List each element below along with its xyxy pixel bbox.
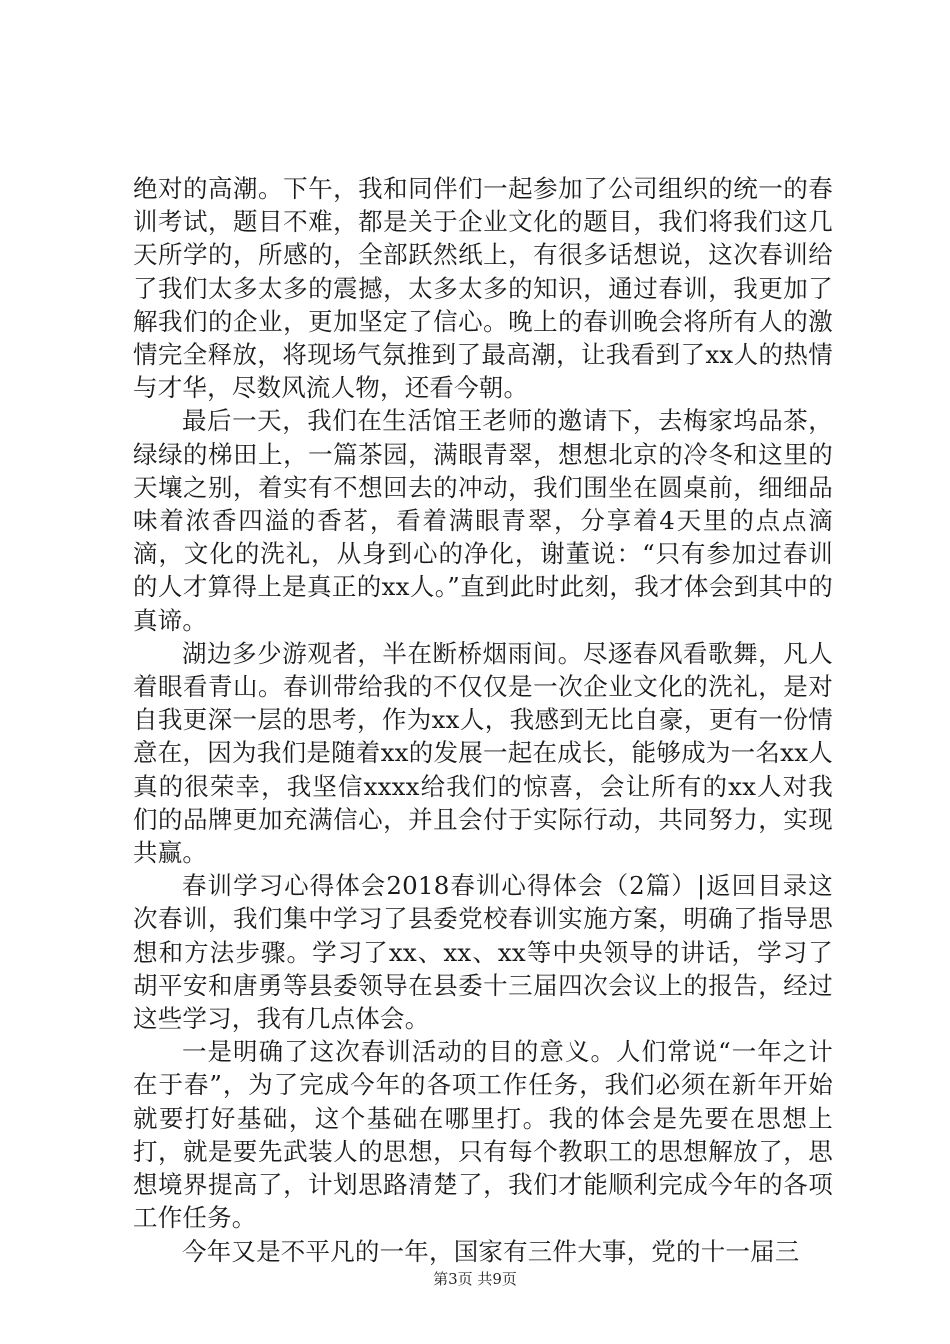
paragraph-3: 湖边多少游观者，半在断桥烟雨间。尽逐春风看歌舞，凡人着眼看青山。春训带给我的不仅仅是一次企业文化的洗礼，是对自我更深一层的思考，作为xx人，我感到无比自豪，更有一份情意在，因为我们是随着xx的发展一起在成长，能够成为一名xx人真的很荣幸，我坚信xxxx给我们的惊喜，会让所有的xx人对我们的品牌更加充满信心，并且会付于实际行动，共同努力，实现共赢。 bbox=[133, 638, 833, 868]
document-body bbox=[133, 172, 833, 1268]
paragraph-1: 绝对的高潮。下午，我和同伴们一起参加了公司组织的统一的春训考试，题目不难，都是关于企业文化的题目，我们将我们这几天所学的，所感的，全部跃然纸上，有很多话想说，这次春训给了我们太多太多的震撼，太多太多的知识，通过春训，我更加了解我们的企业，更加坚定了信心。晚上的春训晚会将所有人的激情完全释放，将现场气氛推到了最高潮，让我看到了xx人的热情与才华，尽数风流人物，还看今朝。 bbox=[133, 174, 833, 403]
paragraph-5: 一是明确了这次春训活动的目的意义。人们常说“一年之计在于春”，为了完成今年的各项工作任务，我们必须在新年开始就要打好基础，这个基础在哪里打。我的体会是先要在思想上打，就是要先武装人的思想，只有每个教职工的思想解放了，思想境界提高了，计划思路清楚了，我们才能顺利完成今年的各项工作任务。 bbox=[133, 1037, 833, 1233]
paragraph-4: 春训学习心得体会2018春训心得体会（2篇）|返回目录这次春训，我们集中学习了县委党校春训实施方案，明确了指导思想和方法步骤。学习了xx、xx、xx等中央领导的讲话，学习了胡平安和唐勇等县委领导在县委十三届四次会议上的报告，经过这些学习，我有几点体会。 bbox=[133, 871, 833, 1034]
paragraph-2: 最后一天，我们在生活馆王老师的邀请下，去梅家坞品茶，绿绿的梯田上，一篇茶园，满眼青翠，想想北京的冷冬和这里的天壤之别，着实有不想回去的冲动，我们围坐在圆桌前，细细品味着浓香四溢的香茗，看着满眼青翠，分享着4天里的点点滴滴，文化的洗礼，从身到心的净化，谢董说：“只有参加过春训的人才算得上是真正的xx人。”直到此时此刻，我才体会到其中的真谛。 bbox=[133, 406, 833, 635]
paragraph-6: 今年又是不平凡的一年，国家有三件大事，党的十一届三 bbox=[182, 1236, 800, 1266]
page-footer: 第3页 共9页 bbox=[433, 1270, 517, 1288]
